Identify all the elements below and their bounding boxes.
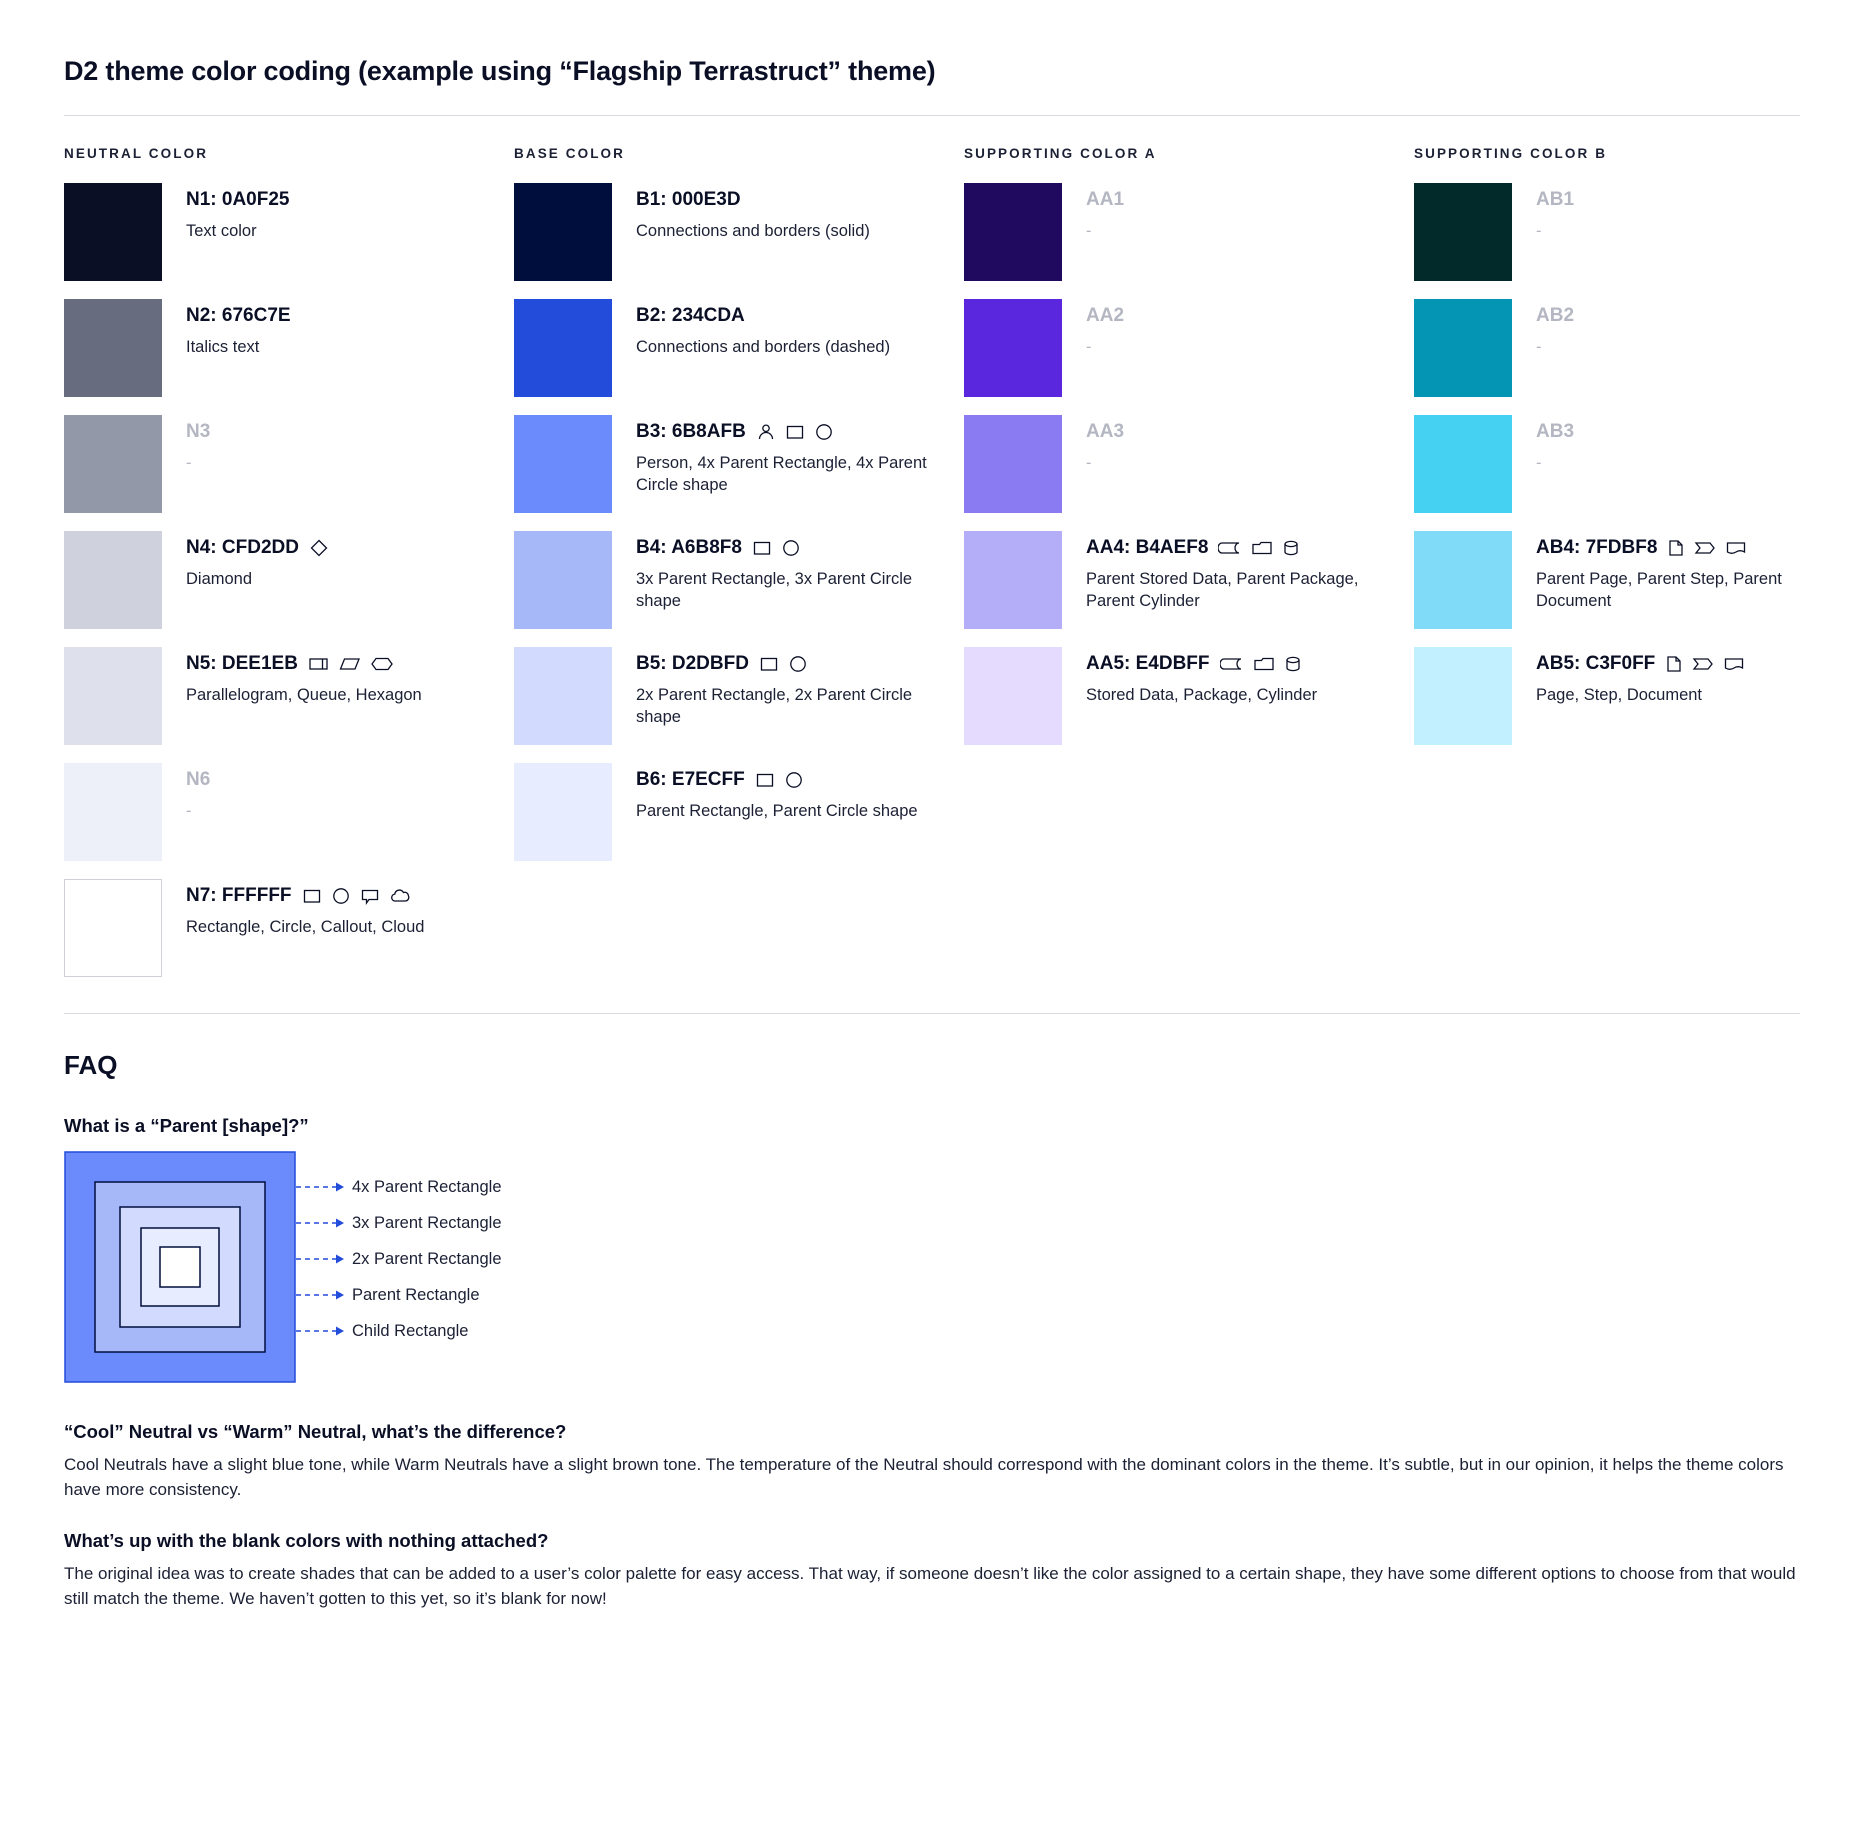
color-column (964, 146, 1414, 995)
color-swatch (64, 415, 162, 513)
color-entry-text (186, 879, 424, 938)
color-entry (64, 299, 514, 397)
color-description: 3x Parent Rectangle, 3x Parent Circle shape (636, 569, 913, 611)
color-swatch (1414, 183, 1512, 281)
color-name-label: B3: 6B8AFB (636, 421, 746, 442)
color-entry (964, 415, 1414, 513)
page-icon (1667, 538, 1685, 558)
color-name-label: AA3 (1086, 421, 1125, 442)
color-name (1536, 305, 1574, 327)
color-swatch (964, 647, 1062, 745)
color-name-label: N1: 0A0F25 (186, 189, 290, 210)
color-name (636, 769, 918, 791)
color-name-label: AB4: 7FDBF8 (1536, 537, 1658, 558)
column-heading: SUPPORTING COLOR A (964, 146, 1157, 161)
color-name (636, 305, 890, 327)
color-swatch (64, 879, 162, 977)
list-item (296, 1169, 502, 1205)
color-entry-text (186, 531, 329, 590)
color-name (1086, 189, 1124, 211)
color-name-label: N6 (186, 769, 211, 790)
faq-heading: FAQ (64, 1050, 118, 1080)
color-name-label: B6: E7ECFF (636, 769, 745, 790)
color-entry-text (636, 763, 918, 822)
color-entry-text (636, 647, 936, 728)
color-name (186, 653, 422, 675)
package-icon (1253, 654, 1275, 674)
shape-icon-group (1665, 654, 1745, 674)
nest-label: Child Rectangle (352, 1321, 469, 1340)
shape-icon-group (308, 654, 394, 674)
color-name-label: AA5: E4DBFF (1086, 653, 1210, 674)
color-name (1536, 537, 1836, 559)
color-entry (1414, 531, 1864, 629)
divider-top (64, 115, 1800, 116)
color-name (186, 885, 424, 907)
rectangle-icon (755, 770, 775, 790)
color-entry-text (1536, 299, 1574, 358)
color-entry (514, 763, 964, 861)
color-swatch (964, 531, 1062, 629)
color-name-label: AA1 (1086, 189, 1125, 210)
shape-icon-group (759, 654, 808, 674)
color-name-label: B1: 000E3D (636, 189, 741, 210)
list-item (296, 1241, 502, 1277)
diamond-icon (309, 538, 329, 558)
color-description: Text color (186, 221, 257, 240)
step-icon (1694, 538, 1716, 558)
color-entry-text (186, 299, 291, 358)
cloud-icon (389, 886, 413, 906)
color-name (636, 421, 936, 443)
document-icon (1725, 538, 1747, 558)
color-swatch (1414, 299, 1512, 397)
color-description: - (1086, 337, 1092, 356)
color-name (636, 537, 936, 559)
document-icon (1723, 654, 1745, 674)
color-entry (964, 647, 1414, 745)
color-description: Parallelogram, Queue, Hexagon (186, 685, 422, 704)
color-name (186, 769, 210, 791)
column-heading: NEUTRAL COLOR (64, 146, 209, 161)
color-description: - (1536, 453, 1542, 472)
faq-answer-2: Cool Neutrals have a slight blue tone, while Warm Neutrals have a slight brown tone. The temperature of the Neutral should correspond with the dominant colors in the theme. It’s subtle, but in our opinion, it helps the theme colors have more consistency. (64, 1455, 1784, 1499)
rectangle-icon (785, 422, 805, 442)
page-title: D2 theme color coding (example using “Flagship Terrastruct” theme) (64, 56, 936, 86)
color-name (1086, 537, 1386, 559)
nested-rect-labels (296, 1151, 502, 1349)
color-entry-text (1536, 183, 1574, 242)
color-entry-text (1086, 415, 1124, 474)
faq-question-3: What’s up with the blank colors with nothing attached? (64, 1530, 549, 1552)
color-swatch (1414, 647, 1512, 745)
rectangle-icon (759, 654, 779, 674)
color-columns (64, 146, 1800, 995)
color-swatch (64, 647, 162, 745)
color-description: Diamond (186, 569, 253, 588)
color-entry (64, 763, 514, 861)
color-swatch (64, 299, 162, 397)
callout-icon (360, 886, 380, 906)
color-entry-text (1536, 415, 1574, 474)
color-name-label: N2: 676C7E (186, 305, 291, 326)
color-name (1536, 421, 1574, 443)
nested-rectangles (64, 1151, 296, 1383)
rectangle-icon (302, 886, 322, 906)
color-name (186, 305, 291, 327)
color-entry-text (1086, 183, 1124, 242)
column-heading: BASE COLOR (514, 146, 626, 161)
color-description: Connections and borders (dashed) (636, 337, 891, 356)
circle-icon (331, 886, 351, 906)
color-entry-text (186, 647, 422, 706)
color-swatch (964, 299, 1062, 397)
color-description: - (1536, 221, 1542, 240)
color-description: Stored Data, Package, Cylinder (1086, 685, 1318, 704)
color-description: - (1086, 221, 1092, 240)
color-swatch (514, 763, 612, 861)
color-name-label: B2: 234CDA (636, 305, 745, 326)
faq-answer-3: The original idea was to create shades that can be added to a user’s color palette for easy access. That way, if someone doesn’t like the color assigned to a certain shape, they have some different options to choose from that would still match the theme. We haven’t gotten to this yet, so it’s blank for now! (64, 1564, 1796, 1608)
color-entry (64, 183, 514, 281)
color-column (64, 146, 514, 995)
color-entry-text (186, 183, 290, 242)
color-swatch (514, 183, 612, 281)
color-name-label: AA2 (1086, 305, 1125, 326)
color-entry (514, 531, 964, 629)
color-column (514, 146, 964, 995)
color-name-label: AB1 (1536, 189, 1575, 210)
color-name (186, 537, 329, 559)
color-name-label: AB3 (1536, 421, 1575, 442)
person-icon (756, 422, 776, 442)
color-swatch (1414, 415, 1512, 513)
color-entry (514, 299, 964, 397)
list-item (296, 1313, 502, 1349)
hexagon-icon (370, 654, 394, 674)
step-icon (1692, 654, 1714, 674)
color-name-label: N3 (186, 421, 211, 442)
color-name-label: N4: CFD2DD (186, 537, 299, 558)
color-entry-text (1086, 299, 1124, 358)
color-entry (1414, 415, 1864, 513)
list-item (296, 1205, 502, 1241)
faq-section (64, 1050, 1800, 1612)
color-description: - (1536, 337, 1542, 356)
color-name-label: N5: DEE1EB (186, 653, 298, 674)
color-entry (64, 531, 514, 629)
color-description: - (186, 453, 192, 472)
color-entry (64, 415, 514, 513)
shape-icon-group (752, 538, 801, 558)
nest-label: Parent Rectangle (352, 1285, 480, 1304)
rectangle-icon (752, 538, 772, 558)
color-description: Parent Stored Data, Parent Package, Parent Cylinder (1086, 569, 1359, 611)
color-description: - (1086, 453, 1092, 472)
color-name-label: AB5: C3F0FF (1536, 653, 1656, 674)
color-entry (514, 183, 964, 281)
color-name-label: AA4: B4AEF8 (1086, 537, 1209, 558)
color-description: Parent Rectangle, Parent Circle shape (636, 801, 918, 820)
cylinder-icon (1282, 538, 1300, 558)
color-swatch (514, 531, 612, 629)
divider-bottom (64, 1013, 1800, 1014)
column-heading: SUPPORTING COLOR B (1414, 146, 1608, 161)
color-swatch (964, 183, 1062, 281)
color-entry (514, 415, 964, 513)
color-name (636, 653, 936, 675)
color-description: Person, 4x Parent Rectangle, 4x Parent Circle shape (636, 453, 927, 495)
color-entry (1414, 299, 1864, 397)
color-entry (64, 879, 514, 977)
color-entry-text (186, 415, 210, 474)
color-entry (964, 299, 1414, 397)
shape-icon-group (756, 422, 834, 442)
shape-icon-group (309, 538, 329, 558)
color-entry (514, 647, 964, 745)
color-name-label: N7: FFFFFF (186, 885, 292, 906)
nest-label: 4x Parent Rectangle (352, 1177, 502, 1196)
color-name (1086, 421, 1124, 443)
color-entry (64, 647, 514, 745)
color-entry-text (1536, 647, 1745, 706)
color-name-label: AB2 (1536, 305, 1575, 326)
shape-icon-group (1218, 538, 1300, 558)
color-name (186, 189, 290, 211)
color-swatch (514, 647, 612, 745)
circle-icon (814, 422, 834, 442)
faq-question-1: What is a “Parent [shape]?” (64, 1115, 309, 1136)
list-item (296, 1277, 502, 1313)
color-name-label: B5: D2DBFD (636, 653, 749, 674)
color-swatch (964, 415, 1062, 513)
color-description: Rectangle, Circle, Callout, Cloud (186, 917, 425, 936)
color-entry-text (636, 299, 890, 358)
shape-icon-group (1667, 538, 1747, 558)
color-name (186, 421, 210, 443)
parallelogram-icon (339, 654, 361, 674)
color-description: - (186, 801, 192, 820)
color-entry (1414, 647, 1864, 745)
color-name (1536, 653, 1745, 675)
color-swatch (64, 531, 162, 629)
stored-data-icon (1218, 538, 1242, 558)
color-entry-text (1536, 531, 1836, 612)
nest-label: 3x Parent Rectangle (352, 1213, 502, 1232)
color-entry-text (1086, 531, 1386, 612)
color-entry-text (636, 415, 936, 496)
color-description: Page, Step, Document (1536, 685, 1703, 704)
color-name-label: B4: A6B8F8 (636, 537, 742, 558)
color-entry-text (636, 183, 870, 242)
parent-shape-diagram (64, 1151, 1800, 1383)
color-entry (1414, 183, 1864, 281)
page-icon (1665, 654, 1683, 674)
circle-icon (784, 770, 804, 790)
color-entry-text (186, 763, 210, 822)
color-swatch (64, 763, 162, 861)
color-name (1536, 189, 1574, 211)
color-swatch (514, 415, 612, 513)
color-name (1086, 653, 1317, 675)
package-icon (1251, 538, 1273, 558)
circle-icon (788, 654, 808, 674)
color-swatch (514, 299, 612, 397)
shape-icon-group (755, 770, 804, 790)
nest-label: 2x Parent Rectangle (352, 1249, 502, 1268)
color-description: 2x Parent Rectangle, 2x Parent Circle shape (636, 685, 913, 727)
color-name (636, 189, 870, 211)
color-description: Connections and borders (solid) (636, 221, 870, 240)
color-description: Italics text (186, 337, 260, 356)
color-entry (964, 183, 1414, 281)
circle-icon (781, 538, 801, 558)
color-swatch (64, 183, 162, 281)
faq-question-2: “Cool” Neutral vs “Warm” Neutral, what’s the difference? (64, 1421, 567, 1442)
color-column (1414, 146, 1864, 995)
shape-icon-group (1220, 654, 1302, 674)
color-name (1086, 305, 1124, 327)
shape-icon-group (302, 886, 413, 906)
color-description: Parent Page, Parent Step, Parent Document (1536, 569, 1782, 611)
color-entry (964, 531, 1414, 629)
color-entry-text (636, 531, 936, 612)
stored-data-icon (1220, 654, 1244, 674)
queue-icon (308, 654, 330, 674)
color-entry-text (1086, 647, 1317, 706)
color-swatch (1414, 531, 1512, 629)
cylinder-icon (1284, 654, 1302, 674)
